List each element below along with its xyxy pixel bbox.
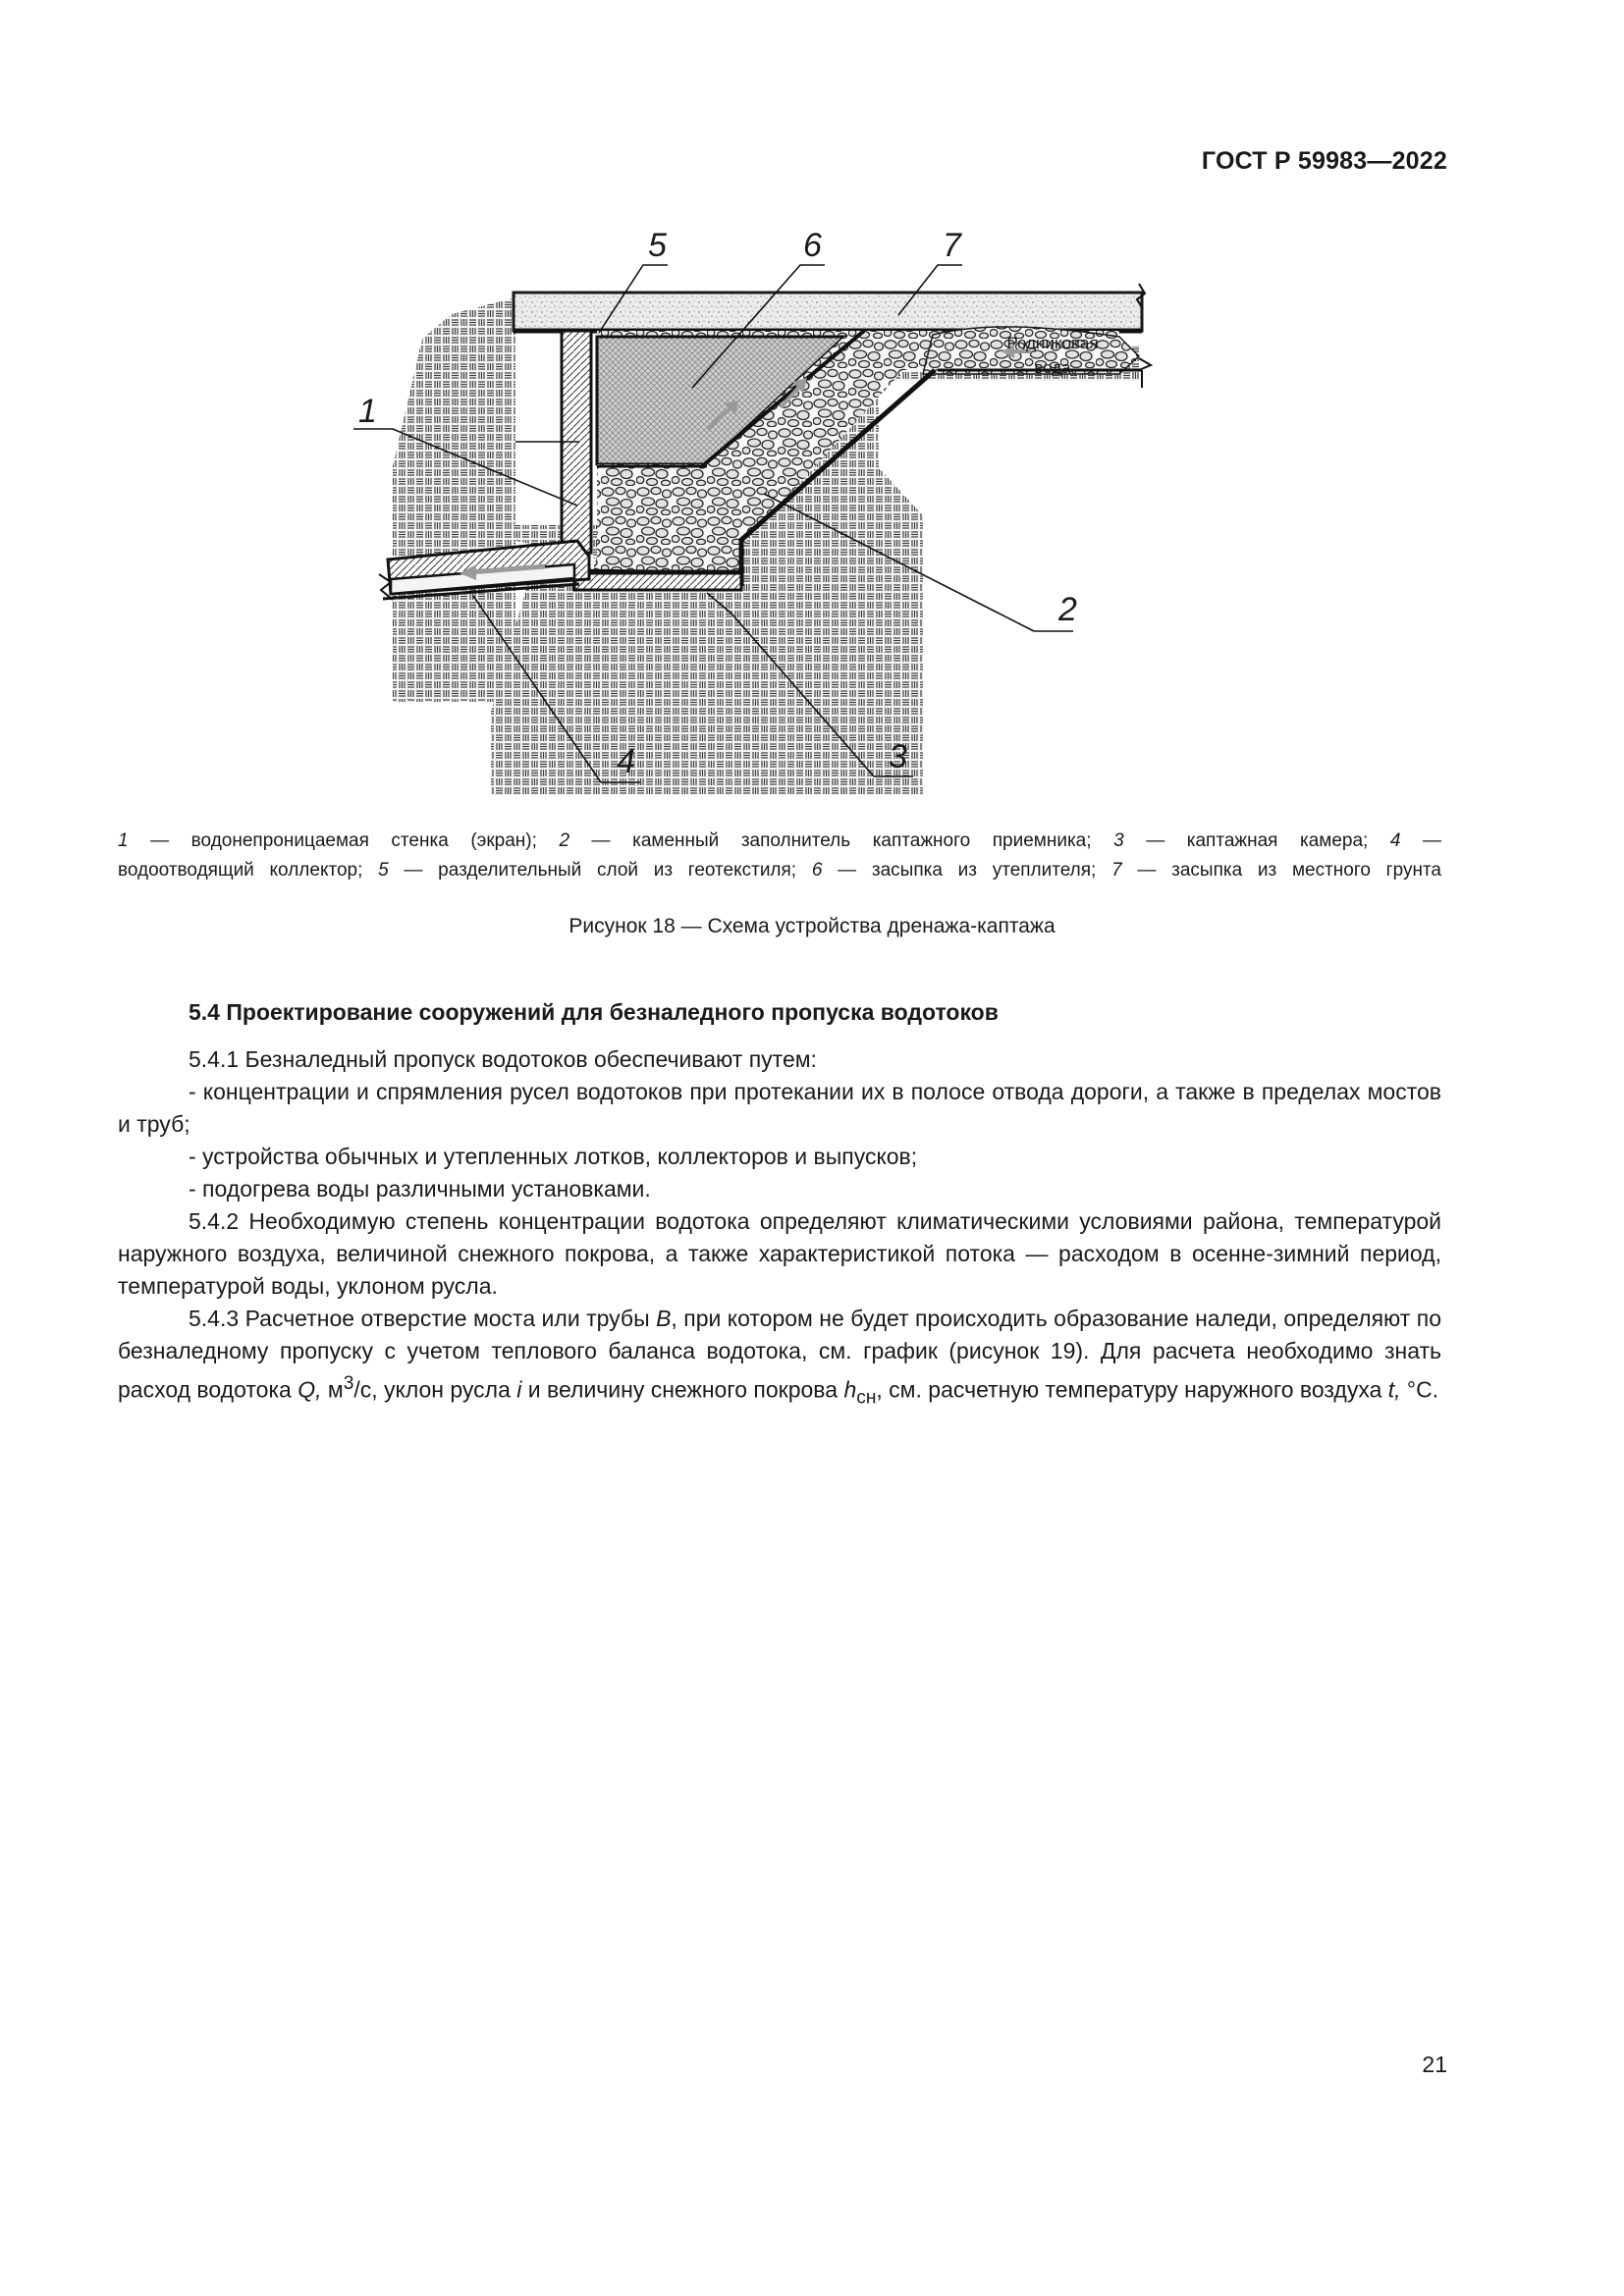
- spring-water-label-line1: Родниковая: [1006, 334, 1099, 352]
- list-item: - концентрации и спрямления русел водотоков при протекании их в полосе отвода дороги, а также в пределах мостов и труб;: [118, 1079, 1441, 1137]
- label-5: 5: [648, 227, 667, 264]
- list-item: - подогрева воды различными установками.: [189, 1176, 651, 1201]
- label-2: 2: [1058, 591, 1077, 628]
- figure-caption: Рисунок 18 — Схема устройства дренажа-каптажа: [568, 915, 1056, 937]
- label-4: 4: [617, 743, 635, 780]
- label-7: 7: [943, 227, 961, 264]
- figure-legend: [118, 827, 1441, 885]
- legend-line-1: 1 — водонепроницаемая стенка (экран); 2 — каменный заполнитель каптажного приемника; 3 — каптажная камера; 4 —: [118, 830, 1442, 851]
- list-item: - устройства обычных и утепленных лотков, коллекторов и выпусков;: [189, 1144, 918, 1169]
- paragraph-5-4-2: 5.4.2 Необходимую степень концентрации водотока определяют климатическими условиями района, температурой наружного воздуха, величиной снежного покрова, а также характеристикой потока — расходом в осенне-зимний период, температурой воды, уклоном русла.: [118, 1208, 1441, 1299]
- spring-water-label-line2: вода: [1034, 358, 1071, 377]
- section-heading: 5.4 Проектирование сооружений для безналедного пропуска водотоков: [189, 999, 999, 1025]
- label-3: 3: [889, 738, 907, 775]
- paragraph-5-4-1: 5.4.1 Безналедный пропуск водотоков обеспечивают путем:: [189, 1046, 817, 1072]
- document-code: ГОСТ Р 59983—2022: [1201, 147, 1447, 175]
- label-1: 1: [358, 393, 377, 430]
- legend-line-2: водоотводящий коллектор; 5 — разделительный слой из геотекстиля; 6 — засыпка из утеплителя; 7 — засыпка из местного грунта: [118, 860, 1441, 881]
- paragraph-5-4-3: 5.4.3 Расчетное отверстие моста или трубы B, при котором не будет происходить образование наледи, определяют по безналедному пропуску с учетом теплового баланса водотока, см. график (рисунок 19). Для расчета необходимо знать расход водотока Q, $м^3/с$, уклон русла i и величину снежного покрова $h_{сн}$, см. расчетную температуру наружного воздуха t, °С.: [118, 1306, 1441, 1409]
- body-text: [118, 1043, 1441, 1414]
- label-6: 6: [803, 227, 822, 264]
- drainage-capture-diagram: [353, 221, 1218, 810]
- page-number: 21: [1422, 2052, 1447, 2077]
